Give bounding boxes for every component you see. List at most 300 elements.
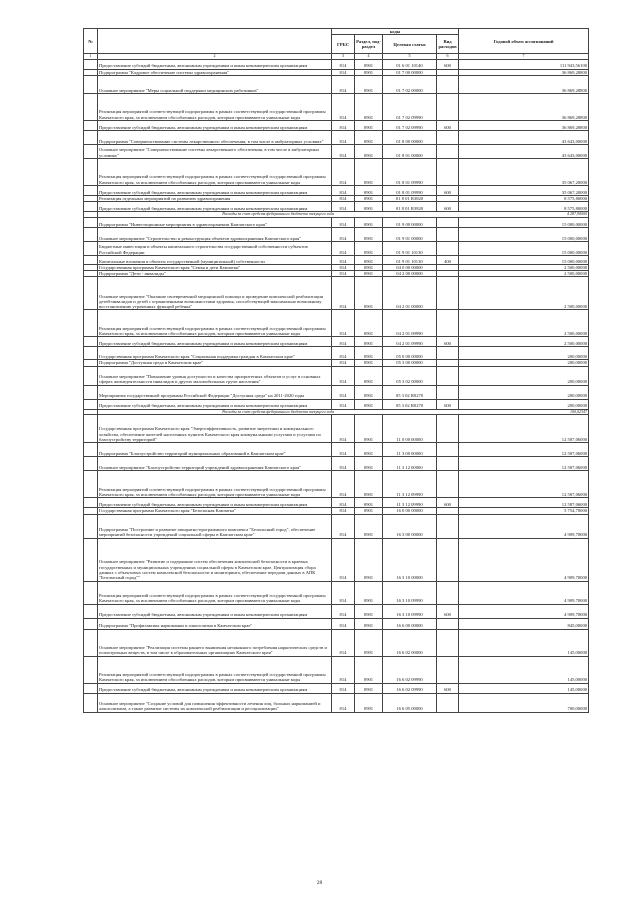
row-razdel: 0901 [355,471,383,498]
row-razdel: 0901 [355,94,383,121]
header-grbs: ГРБС [332,35,355,54]
row-name: Основное мероприятие "Реализация системы раннего выявления незаконного потребления наркотических средств и психотропных веществ, в том числе в образовательных организациях Камчатского края" [98,629,332,656]
row-amount: 4 909,70000 [459,538,589,581]
row-statya: 16 3 00 00000 [383,514,437,538]
row-amount: 35 067,20000 [459,186,589,196]
row-razdel: 0901 [355,241,383,255]
row-amount: 12 587,06000 [459,457,589,471]
row-statya: 16 6 02 00000 [383,629,437,656]
table-row [84,217,589,227]
row-amount: 4 909,70000 [459,604,589,618]
row-name: Государственная программа Камчатского края "Социальная поддержка граждан в Камчатском крае" [98,347,332,360]
row-grbs: 814 [332,498,355,508]
row-grbs: 814 [332,186,355,196]
row-statya: 01 9 01 10130 [383,241,437,255]
row-amount: 2 500,00000 [459,264,589,270]
row-num [84,159,98,186]
row-grbs: 814 [332,399,355,409]
row-name: Подпрограмма "Благоустройство территорий муниципальных образований в Камчатском крае" [98,443,332,457]
row-amount: 4 909,70000 [459,514,589,538]
row-num [84,656,98,683]
row-statya: 05 3 02 R0270 [383,385,437,399]
row-name: Подпрограмма "Профилактика наркомании и алкоголизма в Камчатском крае" [98,618,332,629]
row-name: Мероприятия государственной программы Российской Федерации "Доступная среда" на 2011-2020 годы [98,385,332,399]
row-grbs: 814 [332,159,355,186]
row-num [84,347,98,360]
row-statya: 04 2 00 00000 [383,271,437,277]
row-vid [437,443,459,457]
row-razdel: 0901 [355,656,383,683]
row-statya: 01 7 02 09990 [383,121,437,131]
table-row [84,399,589,409]
row-amount: 200,00000 [459,347,589,360]
row-razdel: 0901 [355,337,383,347]
table-row [84,159,589,186]
row-grbs: 814 [332,656,355,683]
row-vid [437,227,459,241]
row-razdel: 0901 [355,415,383,443]
row-name: Реализация мероприятий соответствующей подпрограммы в рамках соответствующей государственной программы Камчатского края, за исключением обособленных расходов, которым присваиваются уникальные коды [98,310,332,337]
row-name: Основное мероприятие "Совершенствование системы лекарственного обеспечения, в том числе в амбулаторных условиях" [98,145,332,159]
row-vid: 600 [437,337,459,347]
row-vid [437,415,459,443]
row-statya: 16 0 00 00000 [383,508,437,514]
row-name: Основное мероприятие "Повышение уровня доступности и качества приоритетных объектов и услуг в основных сферах жизнедеятельности инвалидов и других маломобильных групп населения" [98,366,332,385]
row-vid [437,538,459,581]
row-razdel: 0901 [355,693,383,712]
row-num [84,277,98,310]
row-name: Реализация мероприятий соответствующей подпрограммы в рамках соответствующей государственной программы Камчатского края, за исключением обособленных расходов, которым присваиваются уникальные коды [98,656,332,683]
row-vid [437,629,459,656]
row-amount: 35 067,20000 [459,159,589,186]
table-row [84,186,589,196]
table-row [84,131,589,145]
row-statya: 01 9 01 10130 [383,255,437,264]
row-vid: 600 [437,604,459,618]
row-razdel: 0901 [355,255,383,264]
row-num [84,241,98,255]
row-statya: 16 3 10 09990 [383,604,437,618]
row-name: Основное мероприятие "Меры социальной поддержки медицинских работников" [98,76,332,94]
row-razdel: 0901 [355,618,383,629]
row-amount: 15 000,00000 [459,217,589,227]
row-statya: 16 6 05 00000 [383,693,437,712]
row-amount: 36 869,28800 [459,76,589,94]
row-razdel: 0901 [355,514,383,538]
row-vid [437,94,459,121]
row-vid [437,145,459,159]
row-num [84,399,98,409]
row-amount: 2 500,00000 [459,310,589,337]
row-statya: 04 2 01 00000 [383,277,437,310]
table-row [84,385,589,399]
row-num [84,76,98,94]
row-amount: 12 587,06000 [459,443,589,457]
row-amount: 4 909,70000 [459,581,589,604]
row-grbs: 814 [332,69,355,75]
row-grbs: 814 [332,255,355,264]
row-num [84,227,98,241]
row-name: Реализация мероприятий соответствующей подпрограммы в рамках соответствующей государственной программы Камчатского края, за исключением обособленных расходов, которым присваиваются уникальные коды [98,159,332,186]
row-statya: 04 2 01 09990 [383,337,437,347]
note-text: Расходы за счет средств федерального бюджета текущего года [98,212,459,218]
table-row [84,415,589,443]
table-row [84,471,589,498]
note-amount: 100,02347 [459,409,589,415]
row-vid [437,618,459,629]
row-amount: 200,00000 [459,385,589,399]
table-row [84,498,589,508]
row-grbs: 814 [332,196,355,202]
row-statya: 01 8 01 00000 [383,145,437,159]
row-name: Предоставление субсидий бюджетным, автономным учреждениям и иным некоммерческим организациям [98,683,332,693]
row-statya: 16 6 02 09990 [383,656,437,683]
budget-table [83,28,589,713]
row-num [84,415,98,443]
row-amount: 145,00000 [459,629,589,656]
row-amount: 145,00000 [459,683,589,693]
row-grbs: 814 [332,471,355,498]
row-grbs: 814 [332,347,355,360]
row-razdel: 0901 [355,76,383,94]
row-grbs: 814 [332,415,355,443]
row-amount: 145,00000 [459,656,589,683]
row-grbs: 814 [332,202,355,212]
row-num [84,538,98,581]
row-razdel: 0901 [355,59,383,69]
row-name: Основное мероприятие "Строительство и реконструкция объектов здравоохранения Камчатского края" [98,227,332,241]
table-row [84,255,589,264]
row-amount: 111 943,56100 [459,59,589,69]
table-row [84,347,589,360]
row-name: Предоставление субсидий бюджетным, автономным учреждениям и иным некоммерческим организациям [98,59,332,69]
table-row [84,241,589,255]
row-amount: 43 643,00000 [459,145,589,159]
row-statya: 01 7 02 09990 [383,94,437,121]
row-vid [437,277,459,310]
row-razdel: 0901 [355,385,383,399]
row-razdel: 0901 [355,399,383,409]
header-total: Годовой объем ассигнований [459,29,589,54]
table-row [84,629,589,656]
header-vid: Вид расходов [437,35,459,54]
row-vid [437,366,459,385]
row-num [84,629,98,656]
row-num [84,581,98,604]
row-razdel: 0901 [355,443,383,457]
row-statya: 01 8 01 09990 [383,186,437,196]
row-amount: 36 869,28800 [459,94,589,121]
row-vid [437,693,459,712]
row-razdel: 0901 [355,217,383,227]
table-row [84,277,589,310]
row-razdel: 0901 [355,271,383,277]
row-grbs: 814 [332,310,355,337]
row-num [84,693,98,712]
row-vid [437,581,459,604]
column-index: 6 [437,54,459,59]
row-grbs: 814 [332,59,355,69]
row-name: Подпрограмма "Кадровое обеспечение системы здравоохранения" [98,69,332,75]
row-statya: 04 0 00 00000 [383,264,437,270]
row-razdel: 0901 [355,360,383,366]
row-num [84,94,98,121]
page-number: 28 [316,880,323,886]
table-row [84,76,589,94]
row-vid: 600 [437,121,459,131]
row-vid: 600 [437,498,459,508]
row-statya: 01 7 02 00000 [383,76,437,94]
row-grbs: 814 [332,121,355,131]
row-vid [437,76,459,94]
row-num [84,310,98,337]
row-num [84,366,98,385]
row-razdel: 0901 [355,264,383,270]
table-row [84,145,589,159]
row-name: Основное мероприятие "Благоустройство территорий учреждений здравоохранения Камчатского края" [98,457,332,471]
row-grbs: 814 [332,360,355,366]
row-statya: 11 3 12 09990 [383,471,437,498]
row-vid: 400 [437,255,459,264]
row-grbs: 814 [332,131,355,145]
row-statya: 11 3 12 09990 [383,498,437,508]
column-index: 7 [459,54,589,59]
table-row [84,337,589,347]
row-vid [437,241,459,255]
row-razdel: 0901 [355,310,383,337]
row-statya: 16 3 10 00000 [383,538,437,581]
table-body [84,59,589,712]
note-text: Расходы за счет средств федерального бюджета текущего года [98,409,459,415]
row-name: Государственная программа Камчатского края "Семья и дети Камчатки" [98,264,332,270]
header-razdel: Раздел, под- раздел [355,35,383,54]
row-num [84,202,98,212]
row-amount: 36 869,28800 [459,69,589,75]
row-grbs: 814 [332,271,355,277]
row-num [84,618,98,629]
table-row [84,538,589,581]
row-name: Бюджетные инвестиции в объекты капитального строительства государственной собственности субъектов Российской Федерации [98,241,332,255]
row-grbs: 814 [332,337,355,347]
row-razdel: 0901 [355,366,383,385]
column-index: 1 [84,54,98,59]
row-amount: 200,00000 [459,360,589,366]
row-statya: 16 6 00 00000 [383,618,437,629]
column-index: 2 [98,54,332,59]
row-num [84,255,98,264]
column-index: 5 [383,54,437,59]
row-vid: 600 [437,202,459,212]
row-num [84,457,98,471]
row-statya: 01 8 01 R3820 [383,202,437,212]
header-num: № [84,29,98,54]
row-amount: 12 587,06000 [459,498,589,508]
row-razdel: 0901 [355,683,383,693]
row-num [84,514,98,538]
row-grbs: 814 [332,443,355,457]
row-name: Предоставление субсидий бюджетным, автономным учреждениям и иным некоммерческим организациям [98,337,332,347]
row-name: Предоставление субсидий бюджетным, автономным учреждениям и иным некоммерческим организациям [98,186,332,196]
table-row [84,202,589,212]
row-name: Предоставление субсидий бюджетным, автономным учреждениям и иным некоммерческим организациям [98,399,332,409]
row-grbs: 814 [332,241,355,255]
row-name: Подпрограмма "Дети - инвалиды" [98,271,332,277]
row-amount: 200,00000 [459,366,589,385]
row-vid [437,457,459,471]
column-index: 3 [332,54,355,59]
row-amount: 36 869,28800 [459,121,589,131]
row-statya: 01 6 01 10140 [383,59,437,69]
row-grbs: 814 [332,94,355,121]
row-amount: 2 500,00000 [459,337,589,347]
row-num [84,683,98,693]
table-row [84,581,589,604]
row-razdel: 0901 [355,227,383,241]
table-row [84,514,589,538]
row-name: Предоставление субсидий бюджетным, автономным учреждениям и иным некоммерческим организациям [98,202,332,212]
row-vid [437,131,459,145]
row-razdel: 0901 [355,604,383,618]
row-amount: 5 754,70000 [459,508,589,514]
row-amount: 15 000,00000 [459,255,589,264]
table-row [84,94,589,121]
row-name: Государственная программа Камчатского края "Безопасная Камчатка" [98,508,332,514]
row-statya: 05 0 00 00000 [383,347,437,360]
row-grbs: 814 [332,604,355,618]
row-statya: 01 8 00 00000 [383,131,437,145]
row-num [84,59,98,69]
row-razdel: 0901 [355,508,383,514]
row-name: Подпрограмма "Совершенствование системы лекарственного обеспечения, в том числе в амбулаторных условиях" [98,131,332,145]
row-grbs: 814 [332,76,355,94]
row-name: Предоставление субсидий бюджетным, автономным учреждениям и иным некоммерческим организациям [98,498,332,508]
row-name: Подпрограмма "Инвестиционные мероприятия в здравоохранении Камчатского края" [98,217,332,227]
table-row [84,656,589,683]
row-razdel: 0901 [355,159,383,186]
row-amount: 845,00000 [459,618,589,629]
row-razdel: 0901 [355,581,383,604]
row-amount: 700,00000 [459,693,589,712]
row-statya: 01 8 01 09990 [383,159,437,186]
column-index: 4 [355,54,383,59]
row-num [84,443,98,457]
row-grbs: 814 [332,227,355,241]
row-num [84,186,98,196]
row-grbs: 814 [332,457,355,471]
header-statya: Целевая статья [383,35,437,54]
row-statya: 05 3 00 00000 [383,360,437,366]
table-row [84,366,589,385]
row-name: Реализация отдельных мероприятий по развитию здравоохранения [98,196,332,202]
table-row [84,457,589,471]
row-grbs: 814 [332,277,355,310]
row-grbs: 814 [332,538,355,581]
header-codes: коды [332,29,459,35]
row-amount: 12 587,06000 [459,415,589,443]
row-statya: 01 9 01 00000 [383,227,437,241]
row-num [84,385,98,399]
row-amount: 200,00000 [459,399,589,409]
table-row [84,683,589,693]
row-vid [437,159,459,186]
row-vid [437,471,459,498]
row-grbs: 814 [332,217,355,227]
row-num [84,604,98,618]
row-razdel: 0901 [355,196,383,202]
row-amount: 15 000,00000 [459,227,589,241]
row-razdel: 0901 [355,457,383,471]
document-page [83,28,588,713]
row-vid [437,656,459,683]
row-statya: 05 3 02 R0270 [383,399,437,409]
row-amount: 15 000,00000 [459,241,589,255]
row-statya: 01 8 01 R3820 [383,196,437,202]
row-razdel: 0901 [355,121,383,131]
row-grbs: 814 [332,581,355,604]
row-name: Капитальные вложения в объекты государственной (муниципальной) собственности [98,255,332,264]
row-name: Реализация мероприятий соответствующей подпрограммы в рамках соответствующей государственной программы Камчатского края, за исключением обособленных расходов, которым присваиваются уникальные коды [98,471,332,498]
row-razdel: 0901 [355,145,383,159]
row-num [84,498,98,508]
row-name: Предоставление субсидий бюджетным, автономным учреждениям и иным некоммерческим организациям [98,121,332,131]
row-razdel: 0901 [355,498,383,508]
row-grbs: 814 [332,385,355,399]
row-num [84,131,98,145]
table-row [84,618,589,629]
row-vid: 600 [437,683,459,693]
row-name: Государственная программа Камчатского края "Энергоэффективность, развитие энергетики и коммунального хозяйства, обеспечение жителей населенных пунктов Камчатского края коммунальными услугами и услугами по благоустройству территорий" [98,415,332,443]
row-name: Основное мероприятие "Оказание своевременной медицинской помощи и проведение комплексной реабилитации детей-инвалидов и детей с ограниченными возможностями здоровья, способствующей максимально возможному восстановлению утраченных функций ребенка" [98,277,332,310]
row-num [84,217,98,227]
row-name: Подпрограмма "Построение и развитие аппаратно-программного комплекса "Безопасный город", обеспечение мероприятий безопасности учреждений социальной сферы в Камчатском крае" [98,514,332,538]
row-vid: 600 [437,59,459,69]
row-grbs: 814 [332,683,355,693]
row-amount: 12 587,06000 [459,471,589,498]
row-grbs: 814 [332,618,355,629]
row-name: Предоставление субсидий бюджетным, автономным учреждениям и иным некоммерческим организациям [98,604,332,618]
row-razdel: 0901 [355,69,383,75]
table-row [84,121,589,131]
row-amount: 2 500,00000 [459,271,589,277]
row-statya: 01 9 00 00000 [383,217,437,227]
row-name: Реализация мероприятий соответствующей подпрограммы в рамках соответствующей государственной программы Камчатского края, за исключением обособленных расходов, которым присваиваются уникальные коды [98,94,332,121]
row-statya: 11 0 00 00000 [383,415,437,443]
row-razdel: 0901 [355,629,383,656]
row-statya: 04 2 01 09990 [383,310,437,337]
row-amount: 8 575,80000 [459,202,589,212]
table-row [84,604,589,618]
row-num [84,471,98,498]
row-name: Основное мероприятие "Создание условий для повышения эффективности лечения лиц, больных наркоманией и алкоголизмом, а также развитие системы их комплексной реабилитации и ресоциализации" [98,693,332,712]
table-row [84,693,589,712]
row-razdel: 0901 [355,277,383,310]
row-razdel: 0901 [355,131,383,145]
row-grbs: 814 [332,366,355,385]
row-razdel: 0901 [355,186,383,196]
row-statya: 05 3 02 00000 [383,366,437,385]
row-num [84,121,98,131]
row-razdel: 0901 [355,202,383,212]
row-grbs: 814 [332,514,355,538]
row-grbs: 814 [332,264,355,270]
row-grbs: 814 [332,629,355,656]
row-statya: 01 7 00 00000 [383,69,437,75]
row-grbs: 814 [332,145,355,159]
row-grbs: 814 [332,508,355,514]
row-statya: 11 3 12 00000 [383,457,437,471]
header-name [98,29,332,54]
row-amount: 43 643,00000 [459,131,589,145]
